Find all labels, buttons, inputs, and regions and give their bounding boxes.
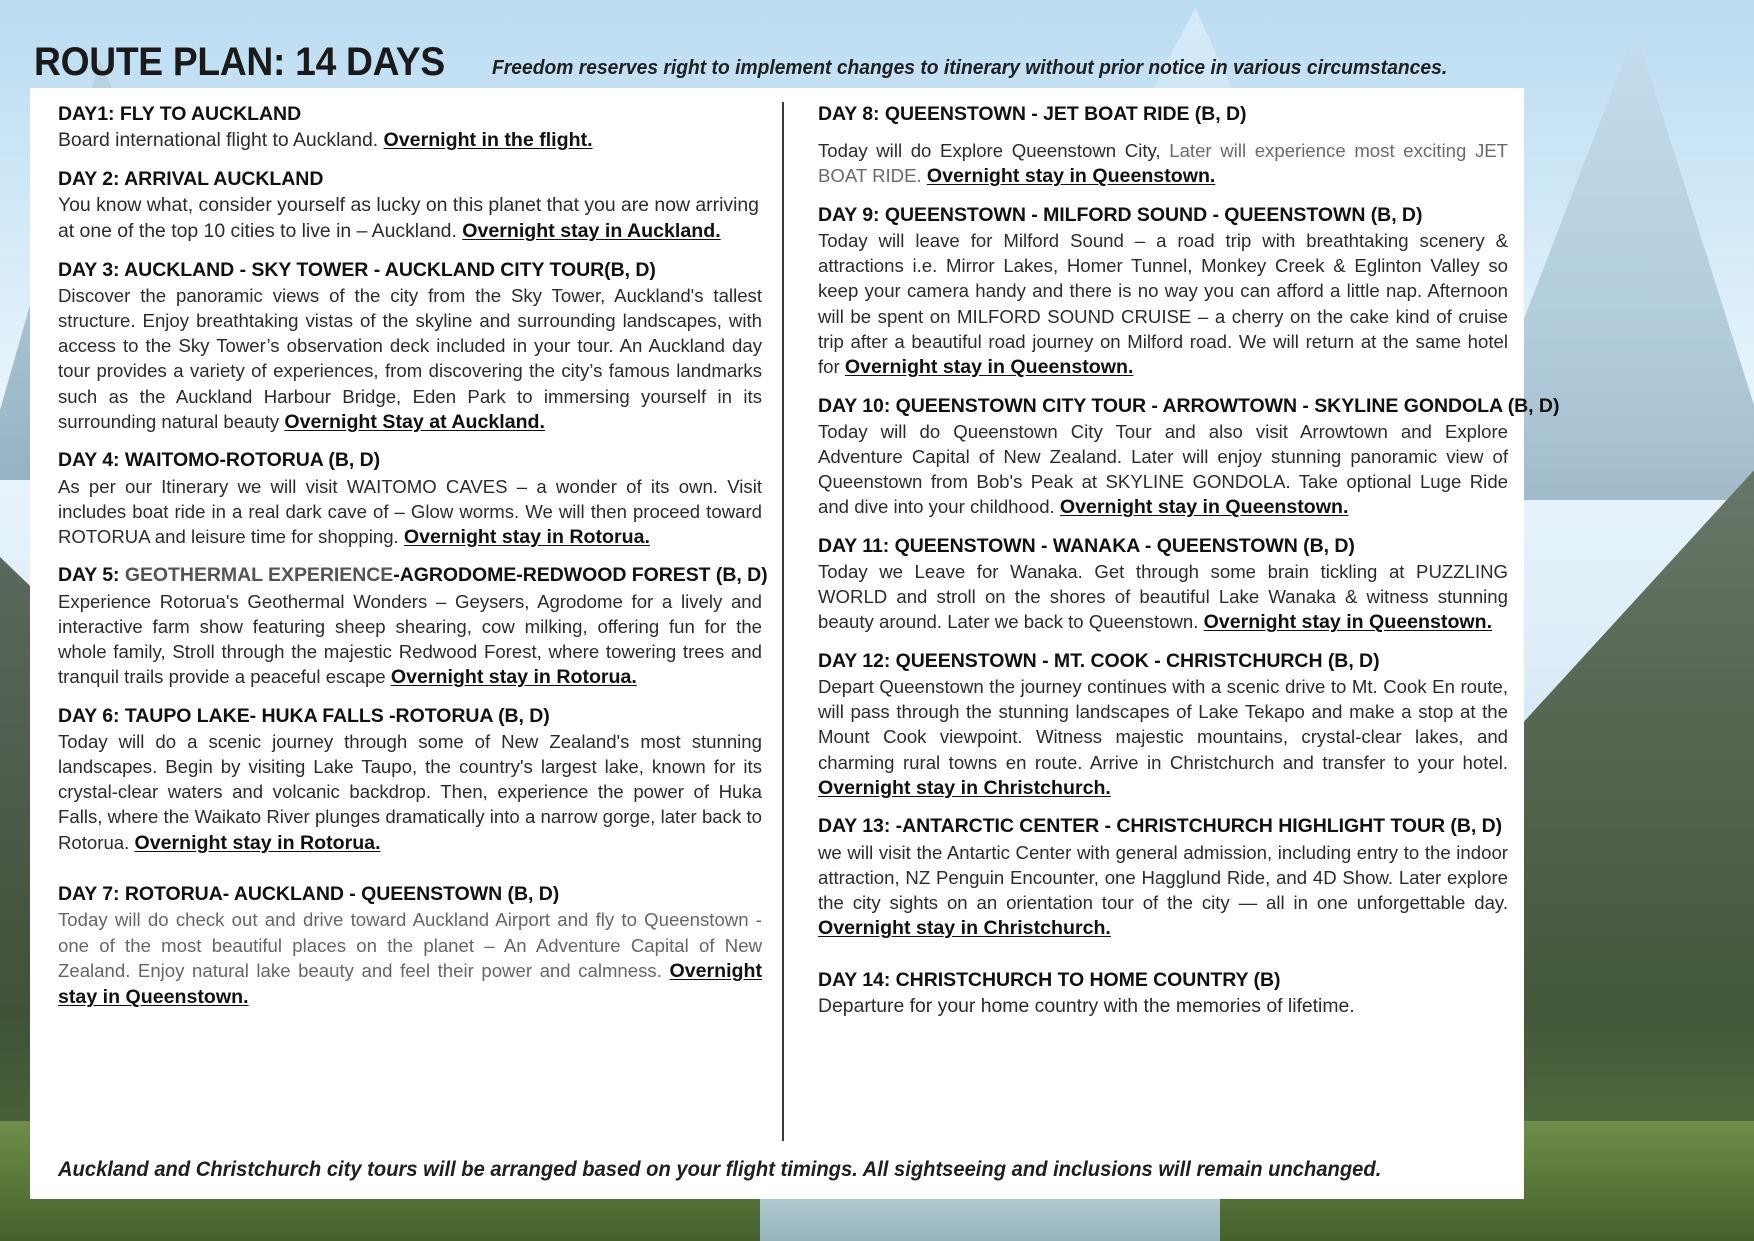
overnight-note: Overnight stay in Christchurch.	[818, 776, 1111, 799]
overnight-note: Overnight stay in Queenstown.	[844, 356, 1134, 379]
overnight-note: Overnight stay in Rotorua.	[134, 831, 381, 854]
day-entry-1	[58, 102, 762, 154]
day-description-text: Discover the panoramic views of the city from the Sky Tower, Auckland's tallest structure. Enjoy breathtaking vistas of the skyline and surrounding landscapes, with access to the Sky Tower’s observation deck included in your tour. An Auckland day tour provides a variety of experiences, from discovering the city’s famous landmarks such as the Auckland Harbour Bridge, Eden Park to immersing yourself in its surrounding natural beauty	[58, 284, 762, 432]
day-heading: DAY 12: QUEENSTOWN - MT. COOK - CHRISTCHURCH (B, D)	[818, 649, 1380, 672]
day-heading: DAY 4: WAITOMO-ROTORUA (B, D)	[58, 449, 381, 472]
day-entry-5	[58, 563, 768, 690]
day-description	[818, 674, 1508, 801]
day-description-text: Today will do check out and drive toward Auckland Airport and fly to Queenstown - one of the most beautiful places on the planet – An Adventure Capital of New Zealand. Enjoy natural lake beauty and feel their power and calmness.	[58, 909, 762, 981]
overnight-note: Overnight stay in Christchurch.	[818, 917, 1111, 940]
day-entry-6	[58, 704, 762, 856]
day-description-text-primary: Today will do Explore Queenstown City,	[818, 140, 1170, 162]
day-entry-7	[58, 882, 762, 1011]
day-heading: DAY 14: CHRISTCHURCH TO HOME COUNTRY (B)	[818, 968, 1281, 991]
day-entry-10	[818, 394, 1560, 521]
day-description	[58, 729, 762, 856]
day-description	[58, 474, 762, 551]
day-description-text-secondary: Later will experience most exciting JET BOAT RIDE.	[818, 140, 1509, 187]
day-entry-8	[818, 102, 1508, 190]
day-description	[58, 192, 762, 245]
day-heading: DAY 10: QUEENSTOWN CITY TOUR - ARROWTOWN - SKYLINE GONDOLA (B, D)	[818, 394, 1560, 417]
day-description-text: we will visit the Antartic Center with general admission, including entry to the indoor attraction, NZ Penguin Encounter, one Hagglund Ride, and 4D Show. Later explore the city sights on an orientation tour of the city — all in one unforgettable day.	[818, 841, 1508, 913]
day-description	[58, 907, 762, 1010]
day-description-text: Today will do Queenstown City Tour and also visit Arrowtown and Explore Adventure Capital of New Zealand. Later will enjoy stunning panoramic view of Queenstown from Bob's Peak at SKYLINE GONDOLA. Take optional Luge Ride and dive into your childhood.	[818, 420, 1508, 518]
day-description	[818, 228, 1508, 380]
day-entry-13	[818, 814, 1508, 941]
day-description	[818, 840, 1508, 942]
overnight-note: Overnight stay in Queenstown.	[926, 165, 1216, 188]
day-heading-prefix: DAY 5:	[58, 564, 125, 587]
day-entry-11	[818, 534, 1508, 636]
day-entry-2	[58, 167, 762, 245]
itinerary-panel	[30, 88, 1560, 1141]
day-description-text: You know what, consider yourself as lucky on this planet that you are now arriving at one of the top 10 cities to live in – Auckland.	[58, 193, 759, 243]
itinerary-column-left	[30, 102, 780, 1141]
day-description	[818, 419, 1508, 521]
day-heading: DAY 6: TAUPO LAKE- HUKA FALLS -ROTORUA (B, D)	[58, 704, 550, 727]
overnight-note: Overnight stay in Rotorua.	[390, 666, 637, 689]
day-entry-4	[58, 448, 762, 550]
day-description-text: Today will leave for Milford Sound – a road trip with breathtaking scenery & attractions i.e. Mirror Lakes, Homer Tunnel, Monkey Creek & Eglinton Valley so keep your camera handy and there is no way you can afford a little nap. Afternoon will be spent on MILFORD SOUND CRUISE – a cherry on the cake kind of cruise trip after a beautiful road journey on Milford road. We will return at the same hotel for	[818, 230, 1508, 378]
day-heading: DAY 8: QUEENSTOWN - JET BOAT RIDE (B, D)	[818, 103, 1247, 125]
day-description	[58, 283, 762, 435]
day-entry-12	[818, 649, 1508, 801]
day-description	[58, 127, 762, 154]
day-description	[818, 559, 1508, 636]
day-heading	[58, 563, 768, 587]
overnight-note: Overnight stay in Queenstown.	[1203, 611, 1493, 634]
day-entry-9	[818, 203, 1508, 381]
footer-note: Auckland and Christchurch city tours will be arranged based on your flight timings. All sightseeing and inclusions will remain unchanged.	[58, 1158, 1382, 1181]
day-description-text: Depart Queenstown the journey continues with a scenic drive to Mt. Cook En route, will pass through the stunning landscapes of Lake Tekapo and make a stop at the Mount Cook viewpoint. Witness majestic mountains, crystal-clear lakes, and charming rural towns en route. Arrive in Christchurch and transfer to your hotel.	[818, 676, 1508, 773]
day-description	[818, 993, 1508, 1019]
itinerary-disclaimer: Freedom reserves right to implement changes to itinerary without prior notice in various circumstances.	[491, 55, 1447, 79]
day-description-text: Today we Leave for Wanaka. Get through some brain tickling at PUZZLING WORLD and stroll on the shores of beautiful Lake Wanaka & witness stunning beauty around. Later we back to Queenstown.	[818, 561, 1508, 633]
page-footer	[30, 1141, 1524, 1199]
day-description-text: Board international flight to Auckland.	[58, 129, 384, 152]
overnight-note: Overnight stay in Queenstown.	[1059, 496, 1349, 519]
day-description-text: Today will do a scenic journey through some of New Zealand's most stunning landscapes. Begin by visiting Lake Taupo, the country's largest lake, known for its crystal-clear waters and volcanic backdrop. Then, experience the power of Huka Falls, where the Waikato River plunges dramatically into a narrow gorge, later back to Rotorua.	[58, 730, 762, 853]
page-header	[0, 0, 1754, 88]
overnight-note: Overnight stay in Queenstown.	[58, 959, 762, 1009]
day-heading: DAY 2: ARRIVAL AUCKLAND	[58, 167, 324, 190]
day-heading: DAY1: FLY TO AUCKLAND	[58, 103, 302, 125]
day-description	[818, 138, 1508, 190]
day-description-text: Departure for your home country with the memories of lifetime.	[818, 994, 1355, 1017]
page-title: ROUTE PLAN: 14 DAYS	[34, 40, 445, 84]
itinerary-column-right	[782, 102, 1560, 1141]
overnight-note: Overnight in the flight.	[383, 129, 593, 152]
day-description-text: Experience Rotorua's Geothermal Wonders – Geysers, Agrodome for a lively and interactive farm show featuring sheep shearing, cow milking, offering fun for the whole family, Stroll through the majestic Redwood Forest, where towering trees and tranquil trails provide a peaceful escape	[58, 590, 762, 688]
day-heading-highlight: GEOTHERMAL EXPERIENCE	[124, 564, 394, 587]
day-description	[58, 589, 762, 691]
day-entry-3	[58, 258, 762, 436]
day-heading: DAY 11: QUEENSTOWN - WANAKA - QUEENSTOWN (B, D)	[818, 534, 1355, 557]
overnight-note: Overnight Stay at Auckland.	[284, 410, 545, 433]
overnight-note: Overnight stay in Auckland.	[462, 220, 721, 243]
overnight-note: Overnight stay in Rotorua.	[403, 525, 650, 548]
day-heading: DAY 3: AUCKLAND - SKY TOWER - AUCKLAND CITY TOUR(B, D)	[58, 258, 656, 281]
day-heading: DAY 9: QUEENSTOWN - MILFORD SOUND - QUEENSTOWN (B, D)	[818, 203, 1423, 226]
day-heading-suffix: -AGRODOME-REDWOOD FOREST (B, D)	[393, 564, 768, 587]
day-heading: DAY 7: ROTORUA- AUCKLAND - QUEENSTOWN (B, D)	[58, 883, 560, 906]
day-heading: DAY 13: -ANTARCTIC CENTER - CHRISTCHURCH HIGHLIGHT TOUR (B, D)	[818, 815, 1503, 838]
day-description-text: As per our Itinerary we will visit WAITOMO CAVES – a wonder of its own. Visit includes boat ride in a real dark cave of – Glow worms. We will then proceed toward ROTORUA and leisure time for shopping.	[58, 475, 762, 547]
day-entry-14	[818, 968, 1508, 1019]
